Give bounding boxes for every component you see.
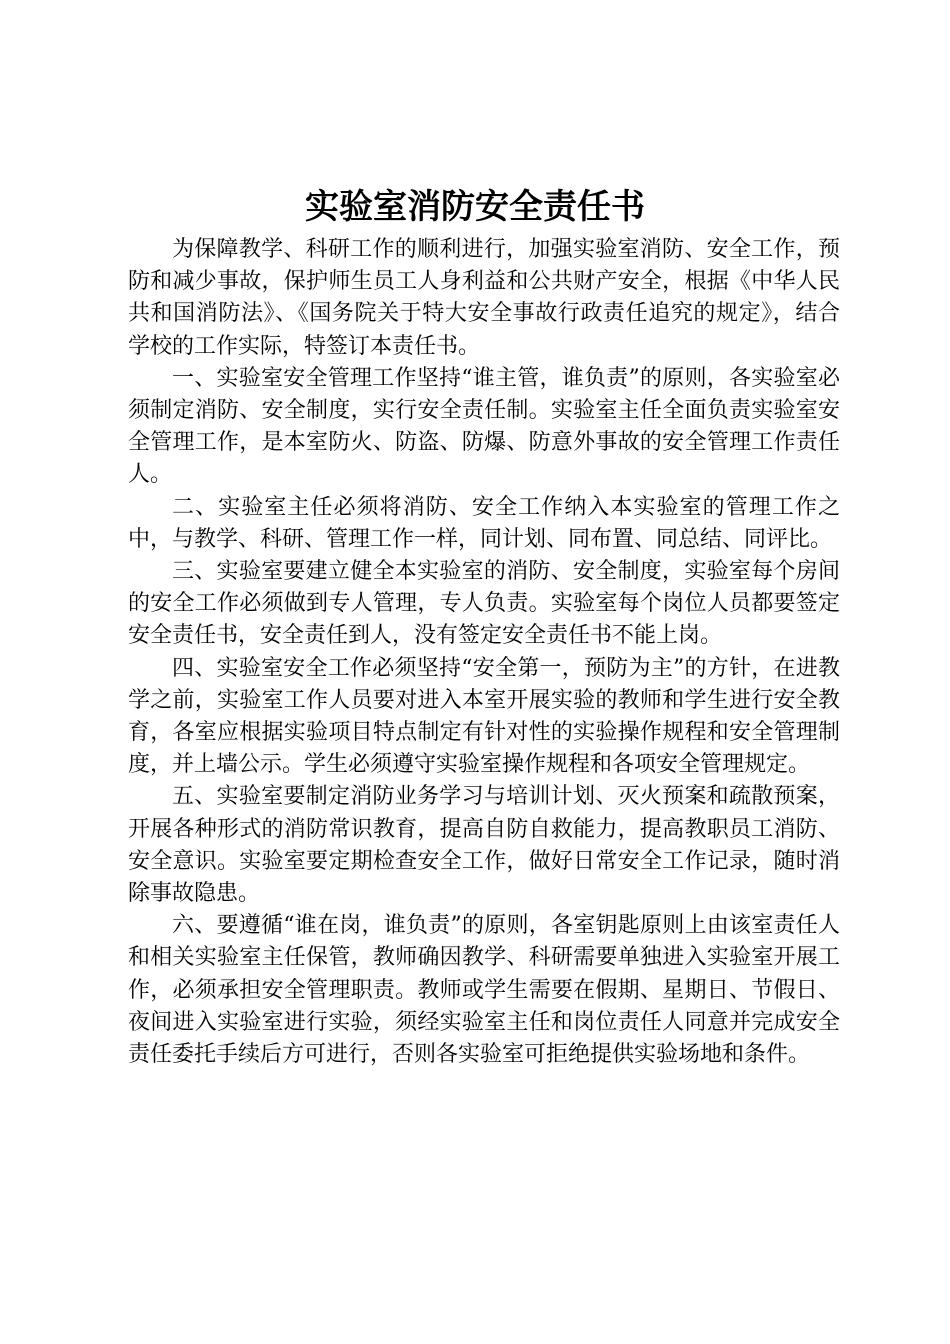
- paragraph-clause-1: 一、实验室安全管理工作坚持“谁主管，谁负责”的原则，各实验室必须制定消防、安全制度，实行安全责任制。实验室主任全面负责实验室安全管理工作，是本室防火、防盗、防爆、防意外事故的安全管理工作责任人。: [128, 365, 840, 488]
- paragraph-clause-3: 三、实验室要建立健全本实验室的消防、安全制度，实验室每个房间的安全工作必须做到专人管理，专人负责。实验室每个岗位人员都要签定安全责任书，安全责任到人，没有签定安全责任书不能上岗。: [128, 559, 840, 649]
- paragraph-clause-6: 六、要遵循“谁在岗，谁负责”的原则，各室钥匙原则上由该室责任人和相关实验室主任保管，教师确因教学、科研需要单独进入实验室开展工作，必须承担安全管理职责。教师或学生需要在假期、星期日、节假日、夜间进入实验室进行实验，须经实验室主任和岗位责任人同意并完成安全责任委托手续后方可进行，否则各实验室可拒绝提供实验场地和条件。: [128, 913, 840, 1068]
- paragraph-intro: 为保障教学、科研工作的顺利进行，加强实验室消防、安全工作，预防和减少事故，保护师生员工人身利益和公共财产安全，根据《中华人民共和国消防法》、《国务院关于特大安全事故行政责任追究的规定》，结合学校的工作实际，特签订本责任书。: [128, 237, 840, 359]
- paragraph-clause-5: 五、实验室要制定消防业务学习与培训计划、灭火预案和疏散预案，开展各种形式的消防常识教育，提高自防自救能力，提高教职员工消防、安全意识。实验室要定期检查安全工作，做好日常安全工作记录，随时消除事故隐患。: [128, 784, 840, 907]
- document-body: [128, 234, 840, 1071]
- paragraph-clause-4: 四、实验室安全工作必须坚持“安全第一，预防为主”的方针，在进教学之前，实验室工作人员要对进入本室开展实验的教师和学生进行安全教育，各室应根据实验项目特点制定有针对性的实验操作规程和安全管理制度，并上墙公示。学生必须遵守实验室操作规程和各项安全管理规定。: [128, 655, 840, 778]
- document-title: 实验室消防安全责任书: [305, 187, 645, 227]
- paragraph-clause-2: 二、实验室主任必须将消防、安全工作纳入本实验室的管理工作之中，与教学、科研、管理工作一样，同计划、同布置、同总结、同评比。: [128, 494, 840, 552]
